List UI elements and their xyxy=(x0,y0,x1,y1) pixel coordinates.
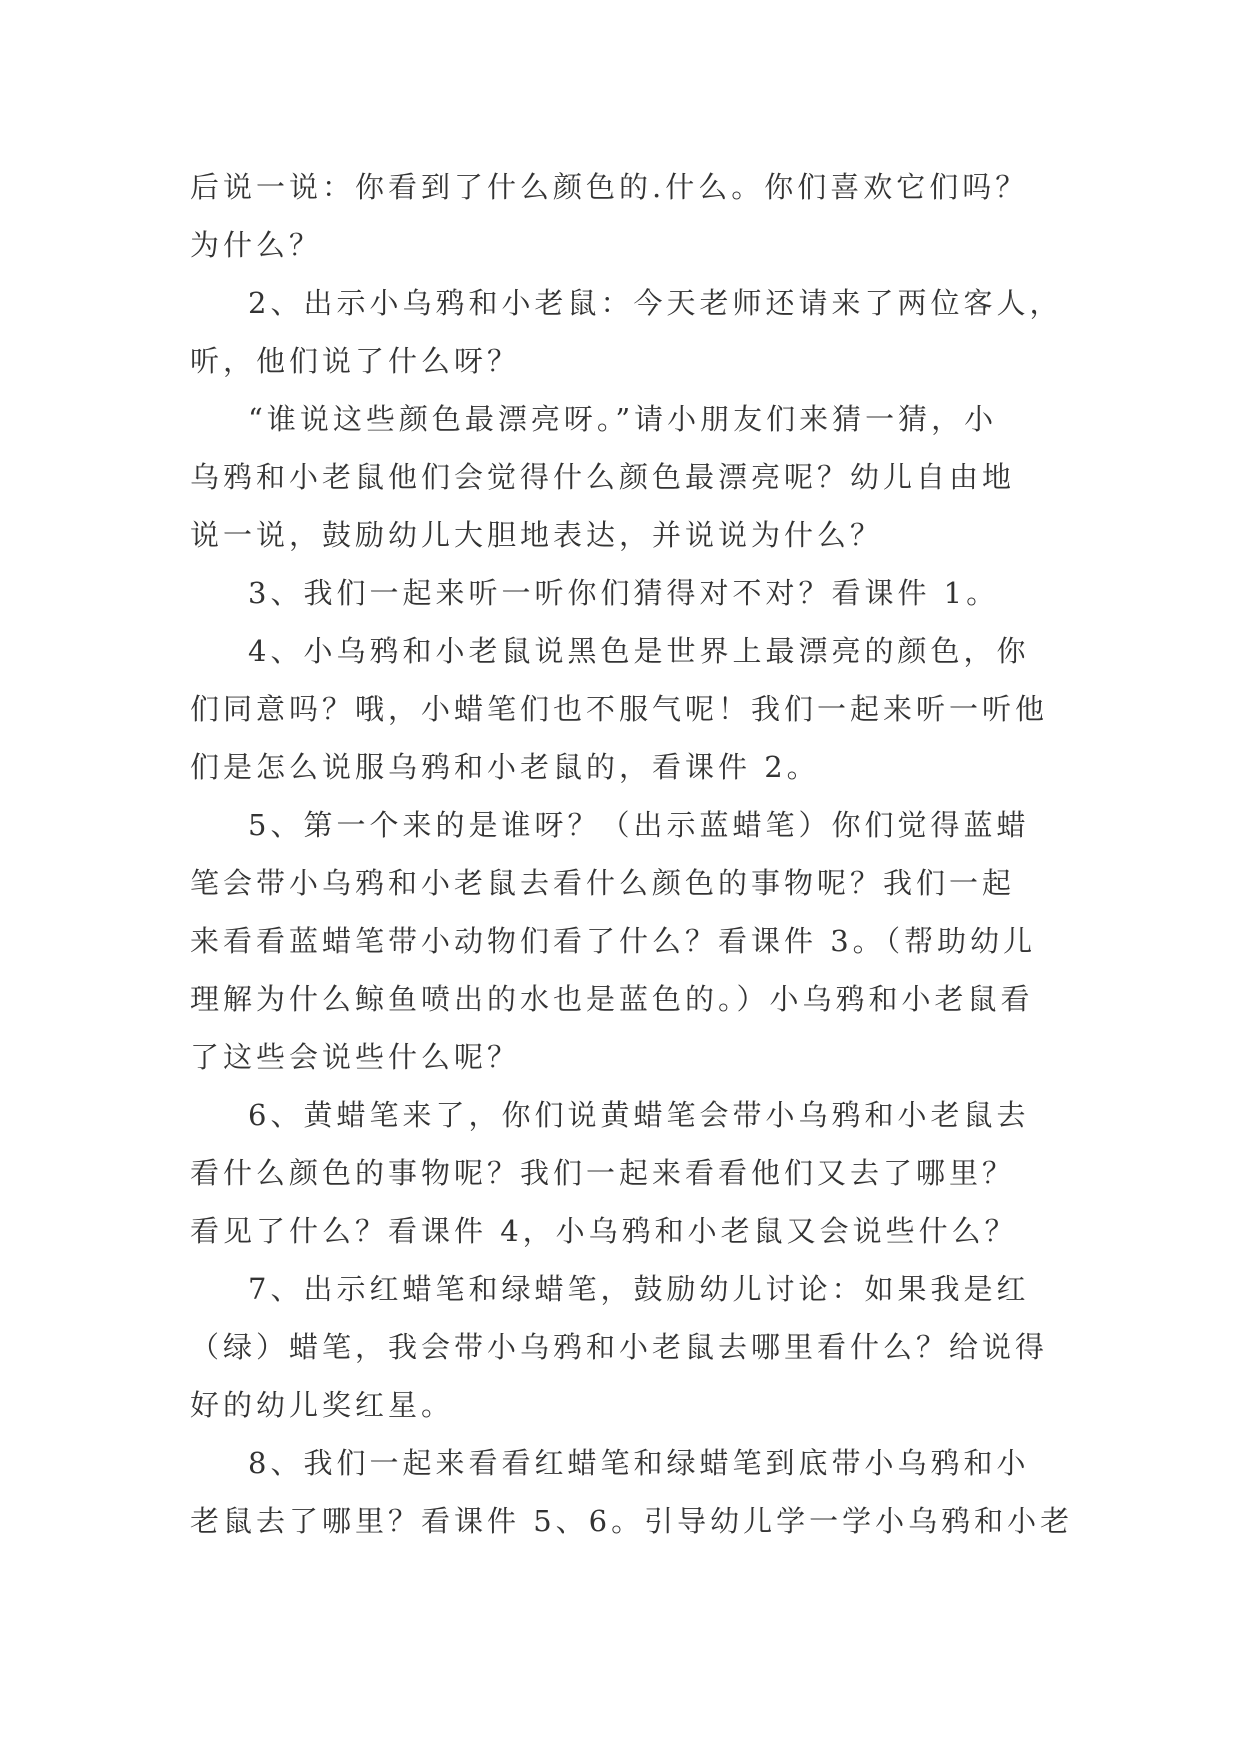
text-line: 了这些会说些什么呢？ xyxy=(190,1040,521,1074)
text-line: 来看看蓝蜡笔带小动物们看了什么？看课件 3。（帮助幼儿 xyxy=(190,924,1037,958)
text-line: 乌鸦和小老鼠他们会觉得什么颜色最漂亮呢？幼儿自由地 xyxy=(190,460,1016,494)
text-line: 7、出示红蜡笔和绿蜡笔，鼓励幼儿讨论：如果我是红 xyxy=(248,1272,1030,1306)
text-line: 5、第一个来的是谁呀？（出示蓝蜡笔）你们觉得蓝蜡 xyxy=(248,808,1030,842)
text-line: 笔会带小乌鸦和小老鼠去看什么颜色的事物呢？我们一起 xyxy=(190,866,1016,900)
text-line: 说一说，鼓励幼儿大胆地表达，并说说为什么？ xyxy=(190,518,884,552)
text-line: 为什么？ xyxy=(190,228,323,262)
text-line: 4、小乌鸦和小老鼠说黑色是世界上最漂亮的颜色，你 xyxy=(248,634,1030,668)
text-line: 2、出示小乌鸦和小老鼠：今天老师还请来了两位客人， xyxy=(248,286,1063,320)
text-line: （绿）蜡笔，我会带小乌鸦和小老鼠去哪里看什么？给说得 xyxy=(190,1330,1049,1364)
text-line: 老鼠去了哪里？看课件 5、6。引导幼儿学一学小乌鸦和小老 xyxy=(190,1504,1074,1538)
text-line: 理解为什么鲸鱼喷出的水也是蓝色的。）小乌鸦和小老鼠看 xyxy=(190,982,1034,1016)
text-line: 后说一说：你看到了什么颜色的.什么。你们喜欢它们吗？ xyxy=(190,170,1029,204)
text-line: 看什么颜色的事物呢？我们一起来看看他们又去了哪里？ xyxy=(190,1156,1016,1190)
text-line: 好的幼儿奖红星。 xyxy=(190,1388,455,1422)
text-line: 们同意吗？哦，小蜡笔们也不服气呢！我们一起来听一听他 xyxy=(190,692,1049,726)
text-line: 3、我们一起来听一听你们猜得对不对？看课件 1。 xyxy=(248,576,1000,610)
text-line: “谁说这些颜色最漂亮呀。”请小朋友们来猜一猜，小 xyxy=(248,402,998,436)
document-page xyxy=(190,158,1074,1550)
text-line: 看见了什么？看课件 4，小乌鸦和小老鼠又会说些什么？ xyxy=(190,1214,1018,1248)
text-line: 听，他们说了什么呀？ xyxy=(190,344,521,378)
text-line: 8、我们一起来看看红蜡笔和绿蜡笔到底带小乌鸦和小 xyxy=(248,1446,1030,1480)
text-line: 6、黄蜡笔来了，你们说黄蜡笔会带小乌鸦和小老鼠去 xyxy=(248,1098,1030,1132)
text-line: 们是怎么说服乌鸦和小老鼠的，看课件 2。 xyxy=(190,750,820,784)
